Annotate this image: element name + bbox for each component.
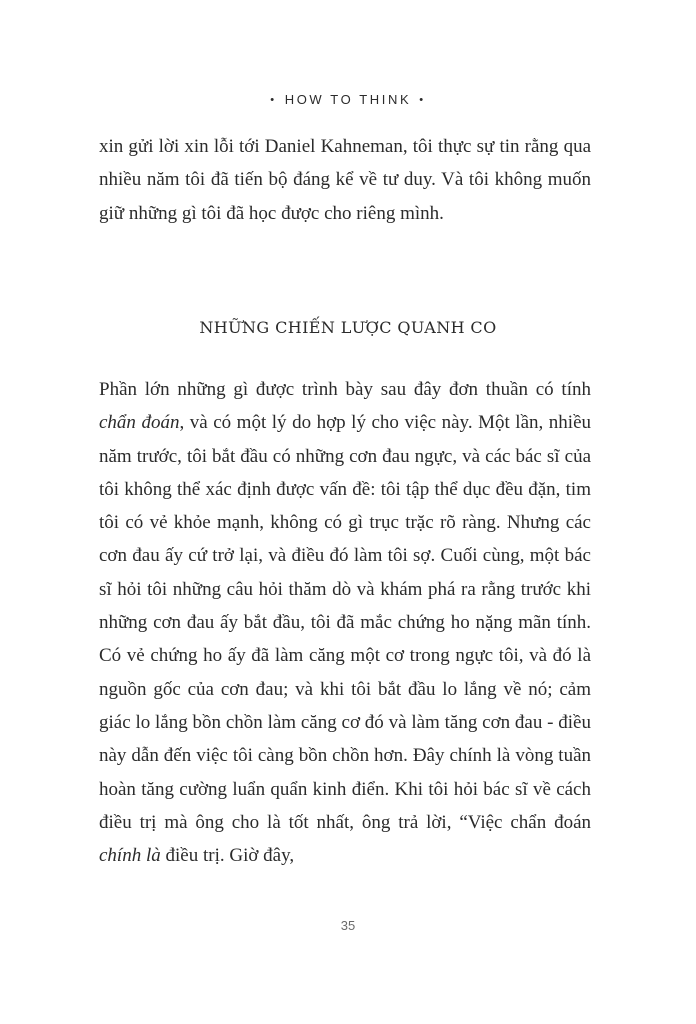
header-bullet-right: •: [419, 94, 426, 106]
body-text-run: , và có một lý do hợp lý cho việc này. Một lần, nhiều năm trước, tôi bắt đầu có những cơn đau ngực, và các bác sĩ của tôi không thể xác định được vấn đề: tôi tập thể dục đều đặn, tim tôi có vẻ khỏe mạnh, không có gì trục trặc rõ ràng. Nhưng các cơn đau ấy cứ trở lại, và điều đó làm tôi sợ. Cuối cùng, một bác sĩ hỏi tôi những câu hỏi thăm dò và khám phá ra rằng trước khi những cơn đau ấy bắt đầu, tôi đã mắc chứng ho nặng mãn tính. Có vẻ chứng ho ấy đã làm căng một cơ trong ngực tôi, và đó là nguồn gốc của cơn đau; và khi tôi bắt đầu lo lắng về nó; cảm giác lo lắng bồn chồn làm căng cơ đó và làm tăng cơn đau - điều này dẫn đến việc tôi càng bồn chồn hơn. Đây chính là vòng tuần hoàn tăng cường luẩn quẩn kinh điển. Khi tôi hỏi bác sĩ về cách điều trị mà ông cho là tốt nhất, ông trả lời, “Việc chẩn đoán: [99, 412, 591, 833]
body-text-run: điều trị. Giờ đây,: [160, 845, 295, 867]
body-text-block: [99, 373, 591, 872]
body-text-run: Phần lớn những gì được trình bày sau đây đơn thuần có tính: [99, 379, 591, 400]
body-italic-run: chẩn đoán: [99, 412, 180, 434]
body-paragraph: [99, 373, 591, 872]
intro-paragraph: xin gửi lời xin lỗi tới Daniel Kahneman, tôi thực sự tin rằng qua nhiều năm tôi đã tiến bộ đáng kể về tư duy. Và tôi không muốn giữ những gì tôi đã học được cho riêng mình.: [99, 136, 591, 224]
section-heading: NHỮNG CHIẾN LƯỢC QUANH CO: [199, 318, 497, 337]
page-number: 35: [340, 918, 356, 933]
header-bullet-left: •: [270, 94, 277, 106]
body-italic-run: chính là: [99, 845, 161, 867]
intro-text-block: [99, 130, 591, 230]
running-header: [0, 92, 696, 107]
book-title: HOW TO THINK: [284, 92, 412, 107]
